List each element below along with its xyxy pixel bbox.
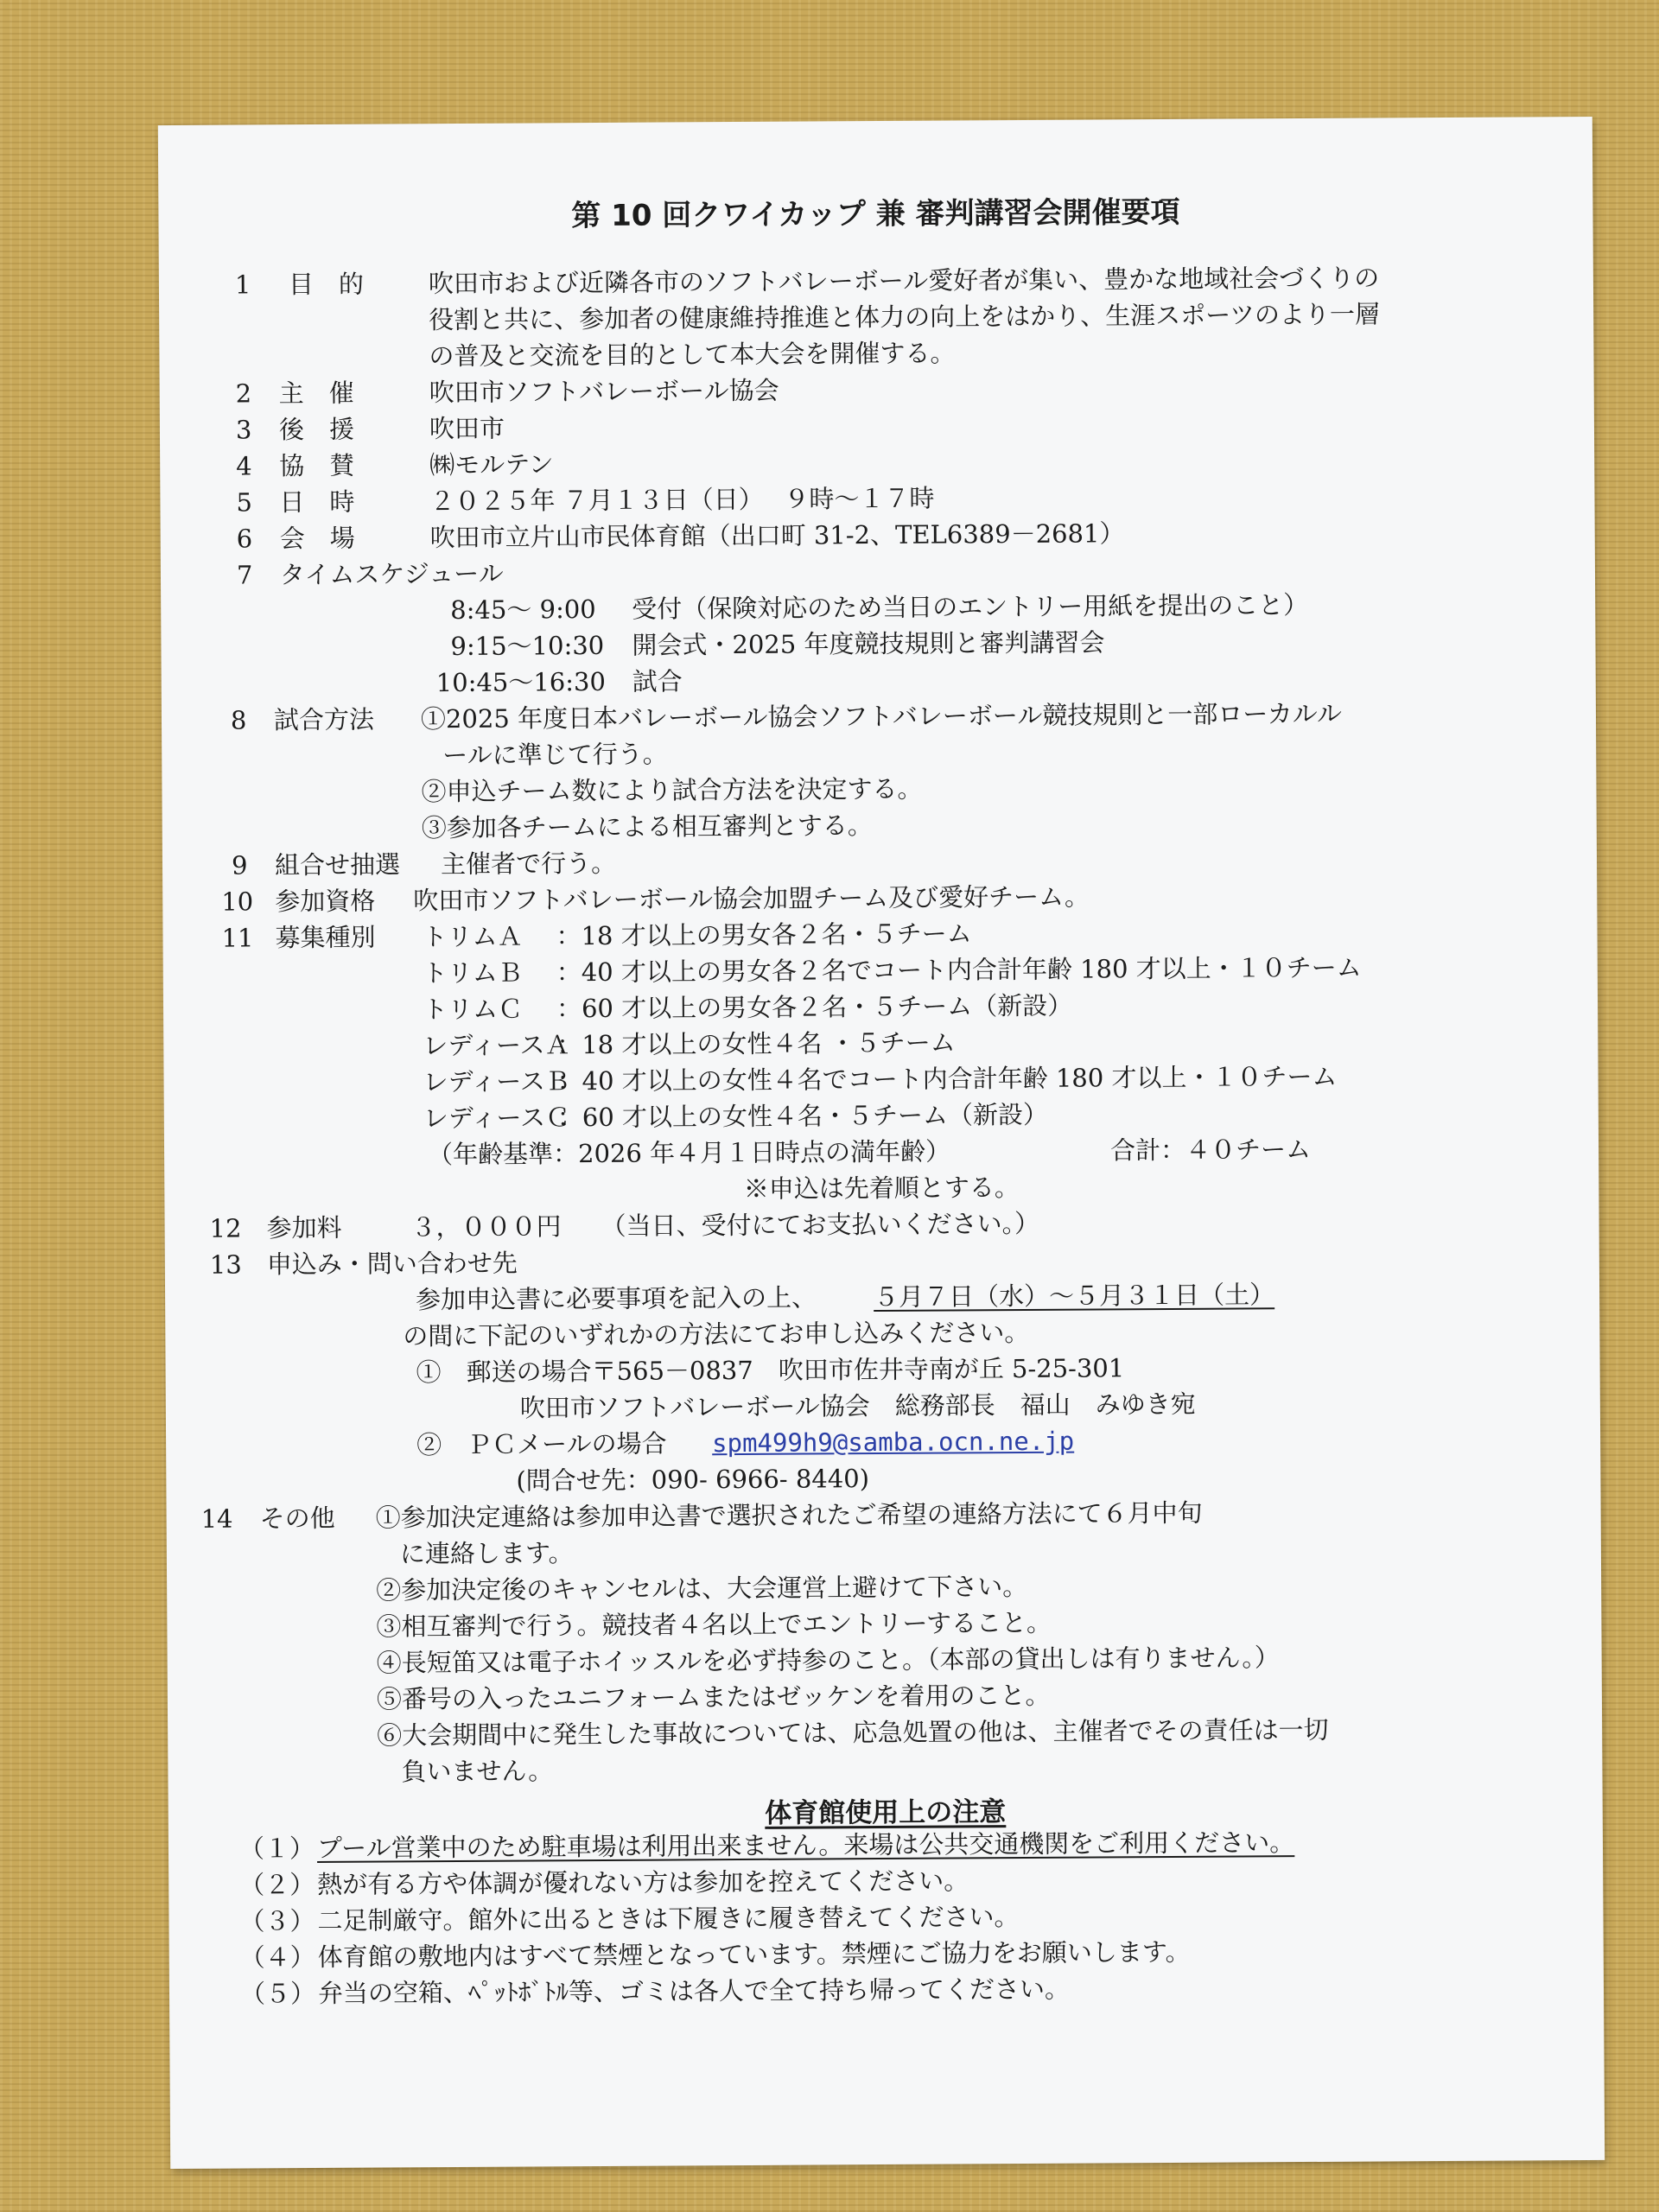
item-number: 9 — [231, 850, 248, 880]
category-desc: ：60 才以上の女性４名・５チーム（新設） — [556, 1099, 1049, 1133]
schedule-desc: 試合 — [632, 666, 683, 696]
draw-value: 主催者で行う。 — [440, 848, 617, 880]
schedule-time: 8:45～ 9:00 — [450, 594, 596, 626]
venue-value: 吹田市立片山市民体育館（出口町 31-2、TEL6389－2681） — [429, 518, 1125, 553]
datetime-value: ２０２５年 ７月１３日（日） ９時～１７時 — [429, 483, 935, 517]
item-label-eligibility: 参加資格 — [275, 886, 376, 917]
phone-contact: (問合せ先：090- 6966- 8440) — [516, 1464, 870, 1496]
item-label-draw: 組合せ抽選 — [274, 849, 401, 880]
application-line: 参加申込書に必要事項を記入の上、 — [415, 1282, 817, 1315]
category-name: レディースＢ — [423, 1066, 570, 1097]
match-method-line: ③参加各チームによる相互審判とする。 — [421, 810, 873, 843]
item-number: 14 — [200, 1503, 233, 1534]
match-method-line: ールに準じて行う。 — [442, 739, 668, 771]
other-line: ⑥大会期間中に発生した事故については、応急処置の他は、主催者でその責任は一切 — [377, 1714, 1329, 1751]
postal-address: ① 郵送の場合〒565－0837 吹田市佐井寺南が丘 5-25-301 — [416, 1353, 1125, 1388]
item-number: 4 — [236, 451, 252, 481]
application-period: ５月７日（水）～５月３１日（土） — [873, 1280, 1275, 1313]
item-label-fee: 参加料 — [266, 1212, 342, 1243]
age-basis-note: （年齢基準：2026 年４月１日時点の満年齢） — [427, 1136, 951, 1170]
item-label-categories: 募集種別 — [275, 922, 376, 953]
gym-note-number: （１） — [238, 1834, 315, 1864]
other-line: ①参加決定連絡は参加申込書で選択されたご希望の連絡方法にて６月中旬 — [375, 1497, 1203, 1533]
category-name: レディースＡ — [423, 1030, 570, 1061]
gym-note-text: プール営業中のため駐車場は利用出来ません。来場は公共交通機関をご利用ください。 — [316, 1827, 1295, 1864]
gym-note-number: （５） — [239, 1979, 316, 2009]
category-name: レディースＣ — [423, 1103, 571, 1134]
item-number: 8 — [230, 705, 247, 735]
gym-note-text: 熱が有る方や体調が優れない方は参加を控えてください。 — [317, 1866, 969, 1900]
item-number: 7 — [236, 560, 253, 590]
document-page — [158, 117, 1605, 2169]
item-number: 11 — [221, 923, 254, 953]
purpose-line: 吹田市および近隣各市のソフトバレーボール愛好者が集い、豊かな地域社会づくりの — [428, 263, 1380, 299]
item-number: 10 — [221, 887, 254, 917]
item-number: 5 — [236, 487, 253, 518]
item-number: 13 — [209, 1249, 242, 1280]
postal-recipient: 吹田市ソフトバレーボール協会 総務部長 福山 みゆき宛 — [519, 1389, 1196, 1423]
first-come-note: ※申込は先着順とする。 — [743, 1173, 1020, 1204]
category-name: トリムＣ — [422, 994, 524, 1025]
other-line: ⑤番号の入ったユニフォームまたはゼッケンを着用のこと。 — [376, 1680, 1051, 1714]
other-line: ③相互審判で行う。競技者４名以上でエントリーすること。 — [376, 1607, 1052, 1642]
item-label-match-method: 試合方法 — [273, 704, 375, 735]
item-label-datetime: 日 時 — [279, 486, 355, 518]
support-value: 吹田市 — [429, 413, 505, 444]
match-method-line: ①2025 年度日本バレーボール協会ソフトバレーボール競技規則と一部ローカルル — [420, 698, 1343, 734]
category-name: トリムＢ — [422, 957, 523, 988]
item-label-support: 後 援 — [278, 414, 355, 445]
fee-value: ３，０００円 — [410, 1211, 562, 1243]
category-desc: ：18 才以上の男女各２名・５チーム — [556, 918, 972, 951]
schedule-time: 9:15～10:30 — [450, 630, 605, 662]
gym-notes-heading: 体育館使用上の注意 — [765, 1796, 1007, 1829]
category-desc: ：40 才以上の男女各２名でコート内合計年齢 180 才以上・１０チーム — [556, 952, 1362, 988]
item-number: 1 — [234, 270, 251, 300]
total-teams: 合計：４０チーム — [1109, 1134, 1312, 1166]
item-label-organizer: 主 催 — [278, 378, 354, 409]
schedule-desc: 受付（保険対応のため当日のエントリー用紙を提出のこと） — [632, 589, 1309, 624]
category-desc: ：40 才以上の女性４名でコート内合計年齢 180 才以上・１０チーム — [556, 1061, 1338, 1096]
other-line: 負いません。 — [401, 1756, 554, 1787]
item-number: 6 — [236, 524, 253, 554]
gym-note-text: 二足制厳守。館外に出るときは下履きに履き替えてください。 — [317, 1902, 1020, 1936]
item-label-venue: 会 場 — [279, 523, 355, 554]
item-number: 2 — [235, 378, 252, 409]
item-number: 3 — [235, 415, 252, 445]
eligibility-value: 吹田市ソフトバレーボール協会加盟チーム及び愛好チーム。 — [413, 881, 1090, 916]
document-title: 第 10 回クワイカップ 兼 審判講習会開催要項 — [571, 194, 1180, 234]
gym-note-number: （２） — [239, 1870, 315, 1900]
item-label-purpose: 目 的 — [288, 269, 365, 300]
gym-note-text: 弁当の空箱、ﾍﾟｯﾄﾎﾞﾄﾙ等、ゴミは各人で全て持ち帰ってください。 — [317, 1974, 1071, 2009]
item-label-other: その他 — [259, 1503, 335, 1534]
item-label-sponsor: 協 賛 — [279, 450, 355, 481]
category-name: トリムＡ — [422, 921, 523, 952]
gym-note-text: 体育館の敷地内はすべて禁煙となっています。禁煙にご協力をお願いします。 — [317, 1936, 1191, 1973]
schedule-desc: 開会式・2025 年度競技規則と審判講習会 — [632, 627, 1105, 660]
pc-mail-label: ② ＰＣメールの場合 — [416, 1428, 667, 1460]
item-label-application: 申込み・問い合わせ先 — [266, 1248, 518, 1280]
email-link[interactable]: spm499h9@samba.ocn.ne.jp — [712, 1426, 1075, 1459]
category-desc: ：60 才以上の男女各２名・５チーム（新設） — [556, 990, 1073, 1024]
other-line: ②参加決定後のキャンセルは、大会運営上避けて下さい。 — [376, 1571, 1028, 1605]
fee-note: （当日、受付にてお支払いください。） — [601, 1208, 1040, 1241]
gym-note-number: （４） — [239, 1942, 315, 1973]
other-line: に連絡します。 — [399, 1538, 574, 1569]
schedule-time: 10:45～16:30 — [435, 666, 606, 698]
application-line: の間に下記のいずれかの方法にてお申し込みください。 — [403, 1317, 1030, 1351]
item-label-schedule: タイムスケジュール — [279, 558, 504, 590]
purpose-line: 役割と共に、参加者の健康維持推進と体力の向上をはかり、生涯スポーツのより一層 — [429, 299, 1381, 335]
sponsor-value: ㈱モルテン — [429, 449, 554, 480]
organizer-value: 吹田市ソフトバレーボール協会 — [429, 375, 779, 408]
item-number: 12 — [209, 1213, 242, 1243]
category-desc: ：18 才以上の女性４名 ・５チーム — [556, 1027, 956, 1060]
match-method-line: ②申込チーム数により試合方法を決定する。 — [421, 773, 923, 807]
gym-note-number: （３） — [239, 1906, 315, 1936]
purpose-line: の普及と交流を目的として本大会を開催する。 — [429, 338, 956, 372]
other-line: ④長短笛又は電子ホイッスルを必ず持参のこと。（本部の貸出しは有りません。） — [376, 1643, 1280, 1678]
